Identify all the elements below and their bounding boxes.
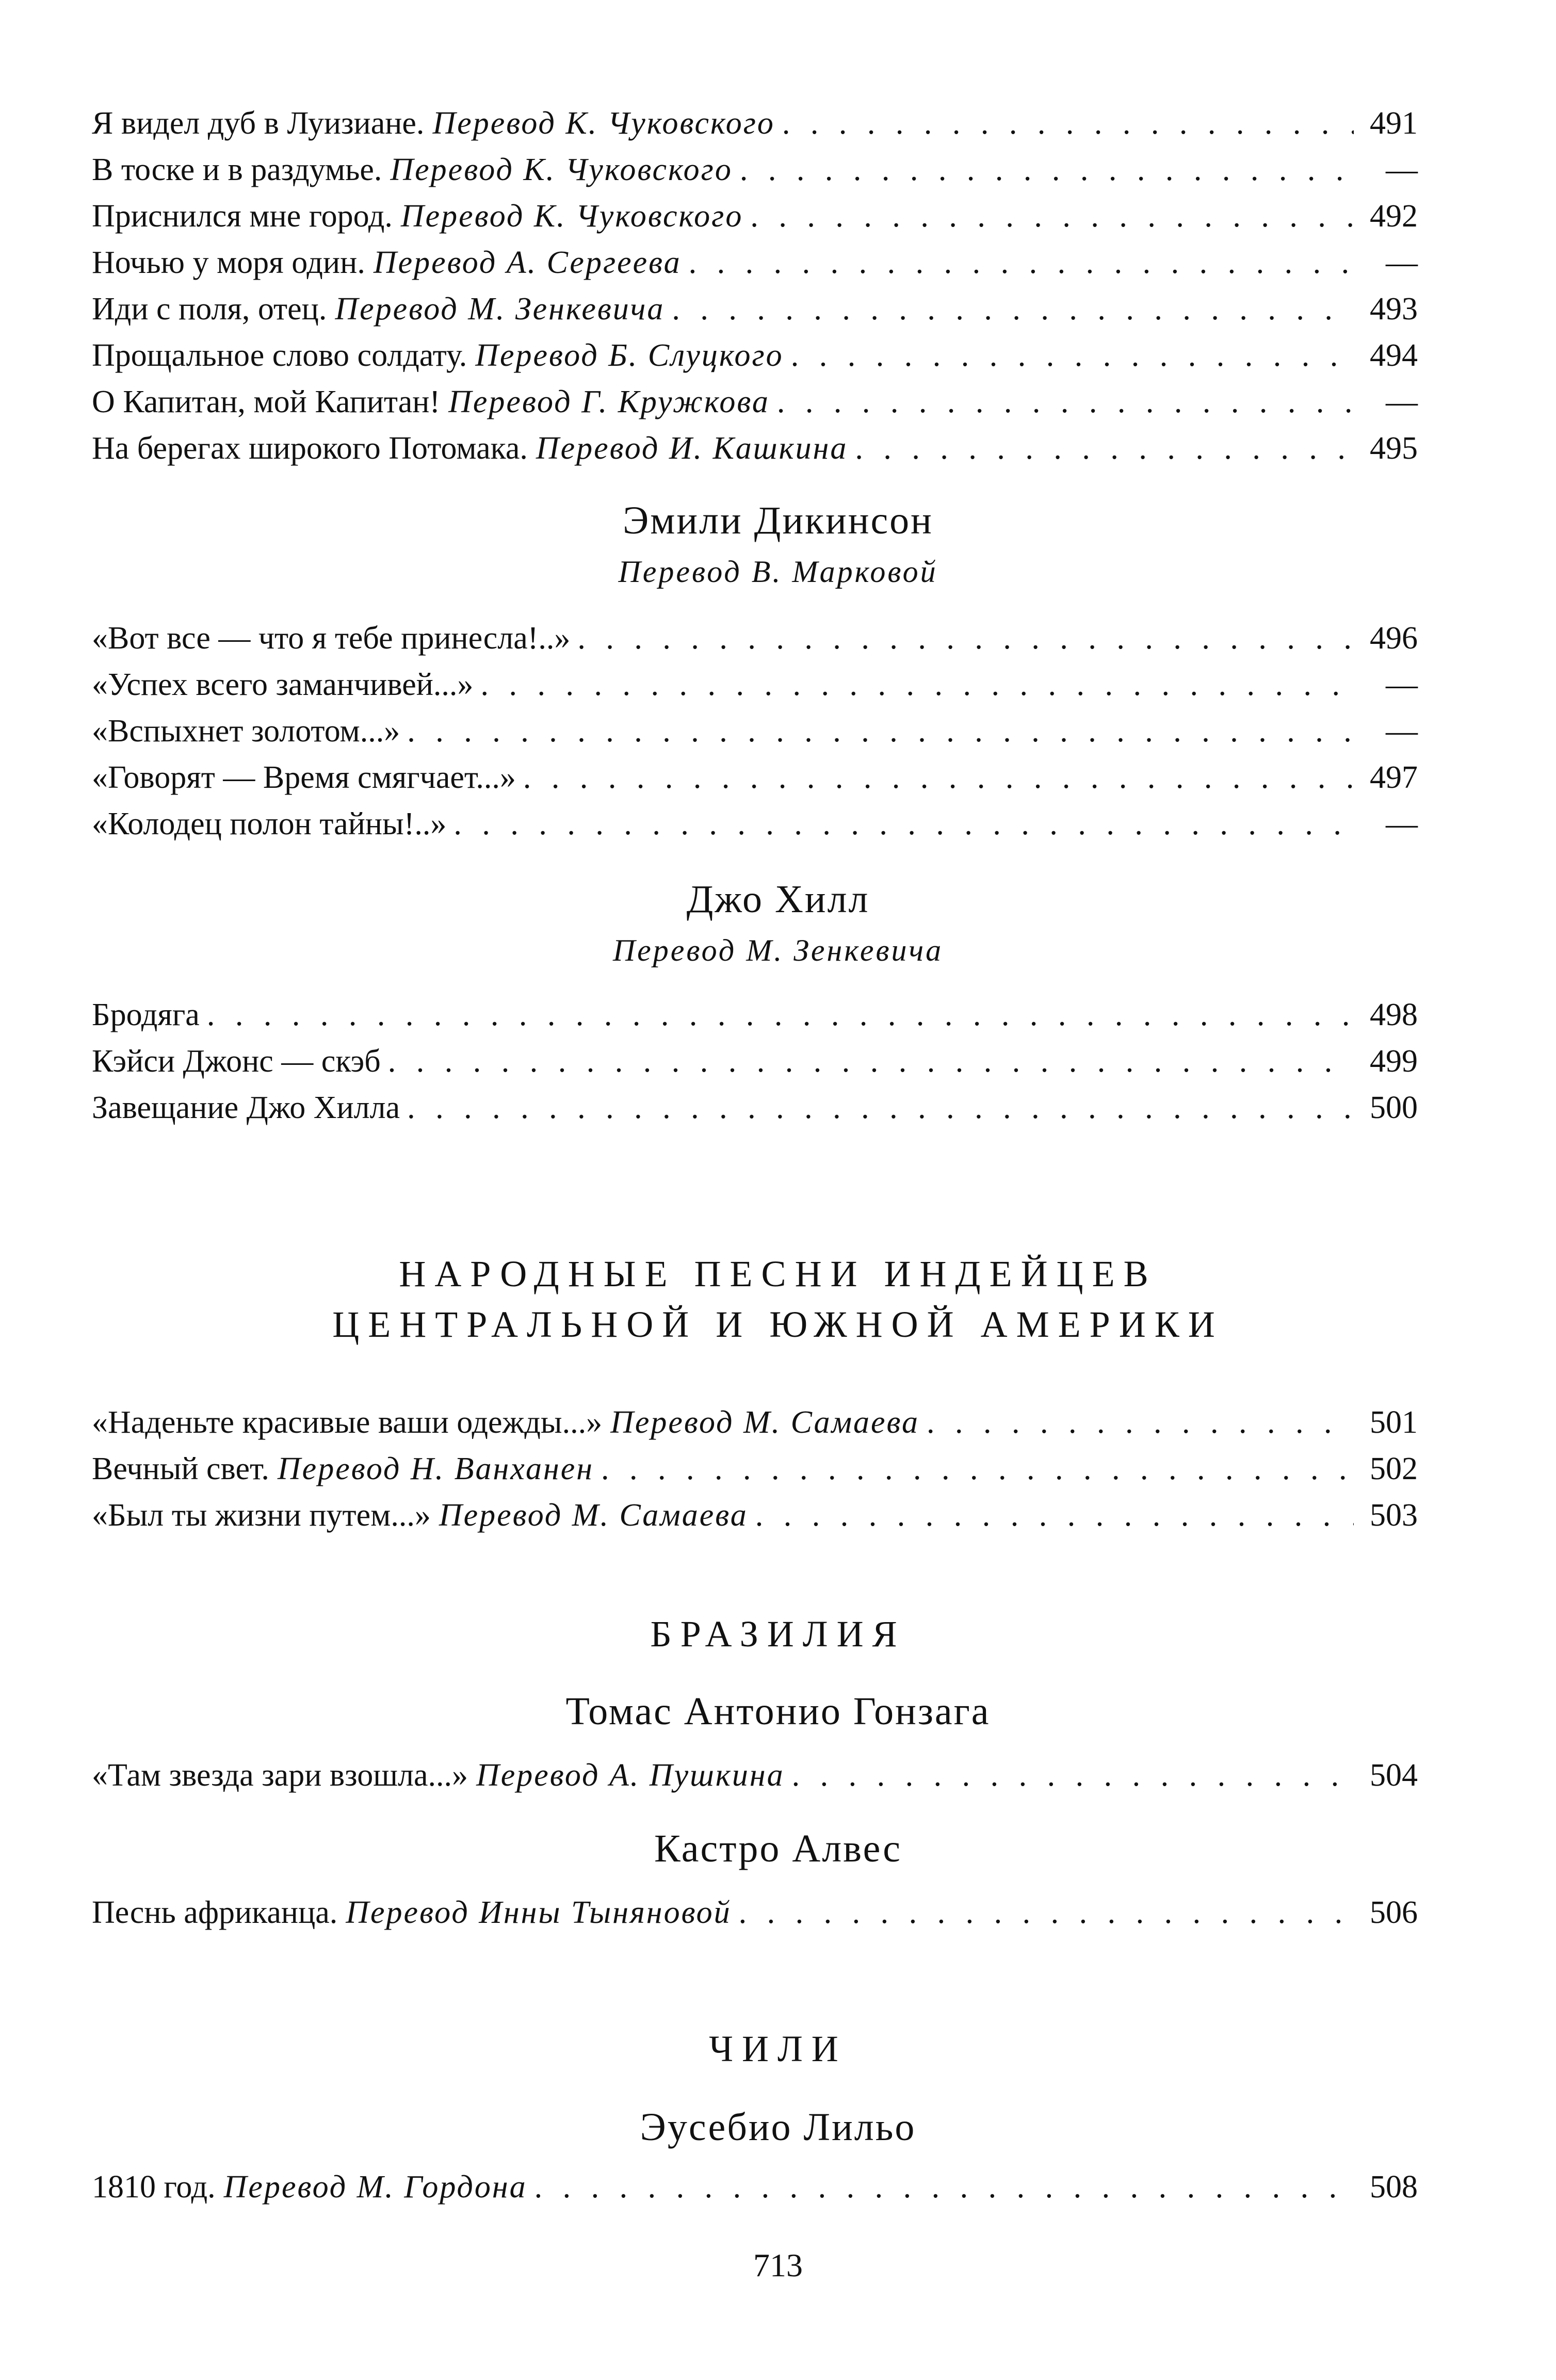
toc-entry[interactable]	[92, 1087, 1418, 1129]
dot-leader	[689, 241, 1354, 284]
toc-entry[interactable]	[92, 288, 1418, 330]
entry-translator: Перевод Н. Ванханен	[277, 1451, 594, 1486]
toc-entry[interactable]	[92, 1494, 1418, 1536]
dot-leader	[207, 994, 1354, 1036]
entry-page-number: —	[1386, 384, 1418, 419]
author-heading: Кастро Алвес	[654, 1827, 902, 1870]
dot-leader	[388, 1040, 1354, 1082]
entry-translator: Перевод К. Чуковского	[432, 106, 775, 141]
entry-page-number: 503	[1370, 1498, 1418, 1533]
entry-title: Завещание Джо Хилла	[92, 1090, 400, 1125]
entry-title: «Вспыхнет золотом...»	[92, 714, 400, 749]
toc-entry[interactable]	[92, 663, 1418, 706]
toc-entry[interactable]	[92, 241, 1418, 284]
toc-entry[interactable]	[92, 195, 1418, 237]
toc-entry[interactable]	[92, 102, 1418, 144]
entry-page-number: —	[1386, 714, 1418, 749]
author-translator: Перевод В. Марковой	[618, 555, 938, 589]
toc-entry[interactable]	[92, 1754, 1418, 1796]
dot-leader	[672, 288, 1354, 330]
entry-translator: Перевод Инны Тыняновой	[346, 1895, 732, 1930]
entry-page-number: 500	[1370, 1090, 1418, 1125]
toc-entry[interactable]	[92, 2166, 1418, 2208]
entry-page-number: 499	[1370, 1044, 1418, 1079]
entry-page-number: —	[1386, 152, 1418, 187]
entry-translator: Перевод А. Сергеева	[373, 245, 682, 280]
dot-leader	[855, 427, 1354, 469]
author-heading: Эмили Дикинсон	[623, 499, 933, 542]
toc-entry[interactable]	[92, 994, 1418, 1036]
entry-title: Приснился мне город.	[92, 199, 393, 234]
entry-page-number: 494	[1370, 338, 1418, 373]
entry-title: О Капитан, мой Капитан!	[92, 384, 441, 419]
toc-entry[interactable]	[92, 149, 1418, 191]
entry-page-number: 498	[1370, 997, 1418, 1032]
entry-title: «Успех всего заманчивей...»	[92, 667, 474, 702]
entry-title: Я видел дуб в Луизиане.	[92, 106, 425, 141]
entry-page-number: 492	[1370, 199, 1418, 234]
toc-entry[interactable]	[92, 710, 1418, 752]
entry-translator: Перевод А. Пушкина	[476, 1758, 785, 1793]
toc-entry[interactable]	[92, 803, 1418, 845]
dot-leader	[534, 2166, 1354, 2208]
entry-title: Песнь африканца.	[92, 1895, 338, 1930]
entry-page-number: —	[1386, 806, 1418, 841]
toc-entry[interactable]	[92, 756, 1418, 799]
section-heading: НАРОДНЫЕ ПЕСНИ ИНДЕЙЦЕВ	[399, 1253, 1157, 1294]
entry-title: В тоске и в раздумье.	[92, 152, 382, 187]
entry-translator: Перевод М. Самаева	[610, 1405, 920, 1440]
toc-entry[interactable]	[92, 381, 1418, 423]
entry-translator: Перевод М. Зенкевича	[335, 292, 665, 327]
toc-entry[interactable]	[92, 1448, 1418, 1490]
entry-page-number: 497	[1370, 760, 1418, 795]
dot-leader	[792, 1754, 1354, 1796]
entry-translator: Перевод М. Самаева	[439, 1498, 748, 1533]
entry-page-number: 508	[1370, 2169, 1418, 2205]
author-heading: Томас Антонио Гонзага	[565, 1690, 991, 1733]
toc-entry[interactable]	[92, 1401, 1418, 1444]
dot-leader	[740, 149, 1354, 191]
author-heading: Джо Хилл	[686, 878, 870, 921]
author-heading: Эусебио Лильо	[640, 2106, 916, 2149]
entry-page-number: 496	[1370, 621, 1418, 656]
dot-leader	[755, 1494, 1354, 1536]
entry-page-number: —	[1386, 245, 1418, 280]
dot-leader	[577, 617, 1354, 659]
page-number: 713	[753, 2247, 803, 2284]
entry-translator: Перевод К. Чуковского	[400, 199, 743, 234]
entry-page-number: 493	[1370, 292, 1418, 327]
entry-page-number: 506	[1370, 1895, 1418, 1930]
entry-title: «Был ты жизни путем...»	[92, 1498, 431, 1533]
entry-title: Прощальное слово солдату.	[92, 338, 467, 373]
entry-translator: Перевод Б. Слуцкого	[475, 338, 784, 373]
entry-translator: Перевод Г. Кружкова	[448, 384, 770, 419]
dot-leader	[407, 710, 1354, 752]
entry-title: Иди с поля, отец.	[92, 292, 327, 327]
section-heading: ЧИЛИ	[709, 2028, 847, 2069]
section-heading: ЦЕНТРАЛЬНОЙ И ЮЖНОЙ АМЕРИКИ	[332, 1304, 1224, 1345]
entry-page-number: 491	[1370, 106, 1418, 141]
dot-leader	[750, 195, 1354, 237]
entry-translator: Перевод М. Гордона	[223, 2169, 527, 2205]
dot-leader	[782, 102, 1354, 144]
dot-leader	[791, 334, 1354, 377]
entry-page-number: 502	[1370, 1451, 1418, 1486]
entry-title: «Вот все — что я тебе принесла!..»	[92, 621, 571, 656]
toc-entry[interactable]	[92, 334, 1418, 377]
toc-entry[interactable]	[92, 617, 1418, 659]
toc-entry[interactable]	[92, 1891, 1418, 1934]
entry-title: Ночью у моря один.	[92, 245, 365, 280]
entry-page-number: 495	[1370, 431, 1418, 466]
entry-title: «Колодец полон тайны!..»	[92, 806, 447, 841]
dot-leader	[601, 1448, 1354, 1490]
entry-page-number: 501	[1370, 1405, 1418, 1440]
entry-title: На берегах широкого Потомака.	[92, 431, 528, 466]
entry-title: 1810 год.	[92, 2169, 216, 2205]
dot-leader	[480, 663, 1354, 706]
entry-title: «Там звезда зари взошла...»	[92, 1758, 468, 1793]
entry-page-number: —	[1386, 667, 1418, 702]
dot-leader	[777, 381, 1354, 423]
section-heading: БРАЗИЛИЯ	[650, 1613, 906, 1655]
dot-leader	[927, 1401, 1354, 1444]
author-translator: Перевод М. Зенкевича	[612, 933, 944, 967]
entry-translator: Перевод И. Кашкина	[536, 431, 848, 466]
entry-title: «Говорят — Время смягчает...»	[92, 760, 516, 795]
entry-title: Кэйси Джонс — скэб	[92, 1044, 381, 1079]
entry-translator: Перевод К. Чуковского	[390, 152, 733, 187]
toc-entry[interactable]	[92, 1040, 1418, 1082]
dot-leader	[407, 1087, 1354, 1129]
dot-leader	[523, 756, 1354, 799]
toc-entry[interactable]	[92, 427, 1418, 469]
dot-leader	[453, 803, 1354, 845]
entry-page-number: 504	[1370, 1758, 1418, 1793]
entry-title: Вечный свет.	[92, 1451, 269, 1486]
dot-leader	[739, 1891, 1354, 1934]
entry-title: «Наденьте красивые ваши одежды...»	[92, 1405, 603, 1440]
entry-title: Бродяга	[92, 997, 200, 1032]
